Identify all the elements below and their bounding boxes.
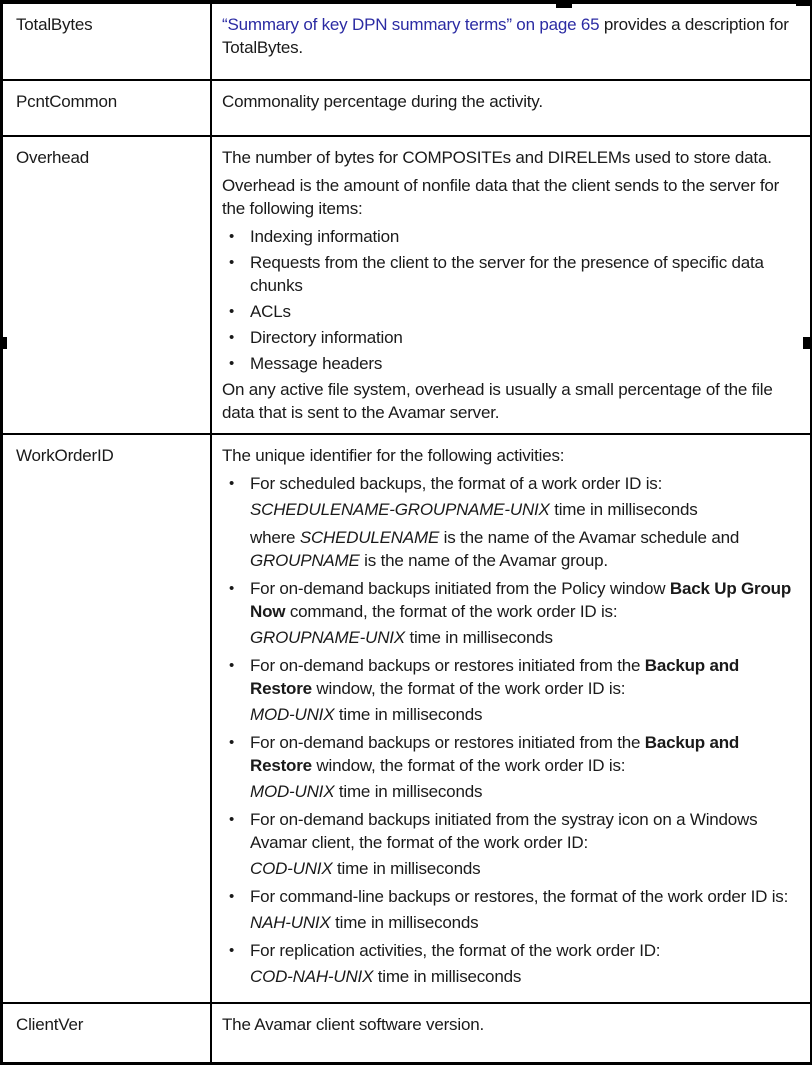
- text-run: window, the format of the work order ID is:: [311, 756, 626, 775]
- table-row: [2, 1003, 812, 1064]
- bullet-text: [250, 300, 801, 323]
- bullet-icon: •: [229, 580, 235, 597]
- bullet-item: [222, 731, 801, 777]
- bullet-item: [222, 577, 801, 623]
- ui-command-label: Back Up Group Now: [250, 579, 792, 621]
- text-run: For on-demand backups initiated from the systray icon on a Windows Avamar client, the format of the work order ID:: [250, 810, 758, 852]
- bullet-item: [222, 808, 801, 854]
- id-format-token: GROUPNAME: [250, 551, 360, 570]
- paragraph: [222, 13, 801, 59]
- bullet-icon: •: [229, 228, 235, 245]
- bullet-item: [222, 326, 801, 349]
- bullet-item: [222, 251, 801, 297]
- text-run: is the name of the Avamar group.: [359, 551, 608, 570]
- text-run: Commonality percentage during the activity.: [222, 92, 543, 111]
- bullet-icon: •: [229, 475, 235, 492]
- bullet-text: [250, 251, 801, 297]
- bullet-text: [250, 577, 801, 623]
- table-row: [2, 136, 812, 434]
- table-row: [2, 434, 812, 1003]
- text-run: is the name of the Avamar schedule and: [439, 528, 740, 547]
- term-label: Overhead: [16, 148, 90, 167]
- text-run: time in milliseconds: [373, 967, 522, 986]
- text-run: Requests from the client to the server for the presence of specific data chunks: [250, 253, 764, 295]
- term-label: WorkOrderID: [16, 446, 114, 465]
- term-cell: [2, 2, 212, 80]
- bullet-text: [250, 731, 801, 777]
- description-cell: [211, 1003, 811, 1064]
- resize-handle-right[interactable]: [803, 337, 812, 349]
- bullet-text: [250, 654, 801, 700]
- text-run: For scheduled backups, the format of a work order ID is:: [250, 474, 663, 493]
- text-run: For on-demand backups or restores initiated from the: [250, 656, 645, 675]
- bullet-icon: •: [229, 303, 235, 320]
- table-row: [2, 80, 812, 136]
- indented-line: [222, 498, 801, 521]
- description-cell: [211, 80, 811, 136]
- term-cell: [2, 434, 212, 1003]
- bullet-item: [222, 654, 801, 700]
- table-row: [2, 2, 812, 80]
- bullet-item: [222, 225, 801, 248]
- bullet-item: [222, 352, 801, 375]
- bullet-icon: •: [229, 811, 235, 828]
- bullet-item: [222, 939, 801, 962]
- bullet-item: [222, 472, 801, 495]
- bullet-text: [250, 225, 801, 248]
- id-format-token: MOD-UNIX: [250, 782, 335, 801]
- id-format-token: SCHEDULENAME-GROUPNAME-UNIX: [250, 500, 550, 519]
- paragraph: [222, 1013, 801, 1036]
- text-run: time in milliseconds: [549, 500, 698, 519]
- text-run: time in milliseconds: [334, 705, 483, 724]
- text-run: The number of bytes for COMPOSITEs and DIRELEMs used to store data.: [222, 148, 772, 167]
- text-run: ACLs: [250, 302, 291, 321]
- term-cell: [2, 1003, 212, 1064]
- id-format-token: SCHEDULENAME: [299, 528, 440, 547]
- text-run: time in milliseconds: [404, 628, 553, 647]
- bullet-text: [250, 939, 801, 962]
- text-run: Overhead is the amount of nonfile data that the client sends to the server for the following items:: [222, 176, 780, 218]
- resize-handle-corner[interactable]: [796, 0, 812, 6]
- text-run: For on-demand backups or restores initiated from the: [250, 733, 645, 752]
- bullet-icon: •: [229, 355, 235, 372]
- text-run: command, the format of the work order ID is:: [285, 602, 618, 621]
- text-run: The Avamar client software version.: [222, 1015, 484, 1034]
- bullet-icon: •: [229, 942, 235, 959]
- bullet-text: [250, 885, 801, 908]
- term-cell: [2, 136, 212, 434]
- paragraph: [222, 378, 801, 424]
- text-run: Message headers: [250, 354, 383, 373]
- text-run: The unique identifier for the following activities:: [222, 446, 565, 465]
- text-run: For on-demand backups initiated from the Policy window: [250, 579, 670, 598]
- bullet-item: [222, 885, 801, 908]
- bullet-text: [250, 352, 801, 375]
- text-run: time in milliseconds: [330, 913, 479, 932]
- text-run: time in milliseconds: [332, 859, 481, 878]
- resize-handle-top[interactable]: [556, 0, 572, 8]
- text-run: where: [250, 528, 300, 547]
- id-format-token: MOD-UNIX: [250, 705, 335, 724]
- cross-reference-link[interactable]: “Summary of key DPN summary terms” on page 65: [222, 15, 600, 34]
- text-run: Directory information: [250, 328, 403, 347]
- bullet-icon: •: [229, 329, 235, 346]
- id-format-token: COD-NAH-UNIX: [250, 967, 374, 986]
- text-run: provides a description for TotalBytes.: [222, 15, 789, 57]
- bullet-item: [222, 300, 801, 323]
- indented-line: [222, 526, 801, 572]
- term-label: PcntCommon: [16, 92, 117, 111]
- paragraph: [222, 174, 801, 220]
- indented-line: [222, 626, 801, 649]
- ui-command-label: Backup and Restore: [250, 656, 740, 698]
- indented-line: [222, 703, 801, 726]
- text-run: On any active file system, overhead is usually a small percentage of the file data that is sent to the Avamar server.: [222, 380, 773, 422]
- bullet-text: [250, 472, 801, 495]
- term-label: TotalBytes: [16, 15, 93, 34]
- text-run: window, the format of the work order ID is:: [311, 679, 626, 698]
- paragraph: [222, 146, 801, 169]
- paragraph: [222, 90, 801, 113]
- bullet-text: [250, 326, 801, 349]
- description-cell: [211, 434, 811, 1003]
- term-label: ClientVer: [16, 1015, 84, 1034]
- bullet-icon: •: [229, 888, 235, 905]
- bullet-icon: •: [229, 657, 235, 674]
- id-format-token: GROUPNAME-UNIX: [250, 628, 405, 647]
- resize-handle-left[interactable]: [0, 337, 7, 349]
- text-run: For command-line backups or restores, the format of the work order ID is:: [250, 887, 789, 906]
- text-run: Indexing information: [250, 227, 400, 246]
- indented-line: [222, 965, 801, 988]
- bullet-text: [250, 808, 801, 854]
- id-format-token: COD-UNIX: [250, 859, 333, 878]
- text-run: time in milliseconds: [334, 782, 483, 801]
- ui-command-label: Backup and Restore: [250, 733, 740, 775]
- indented-line: [222, 911, 801, 934]
- indented-line: [222, 780, 801, 803]
- paragraph: [222, 444, 801, 467]
- bullet-icon: •: [229, 254, 235, 271]
- text-run: For replication activities, the format of the work order ID:: [250, 941, 661, 960]
- description-cell: [211, 136, 811, 434]
- term-cell: [2, 80, 212, 136]
- bullet-icon: •: [229, 734, 235, 751]
- indented-line: [222, 857, 801, 880]
- description-cell: [211, 2, 811, 80]
- id-format-token: NAH-UNIX: [250, 913, 331, 932]
